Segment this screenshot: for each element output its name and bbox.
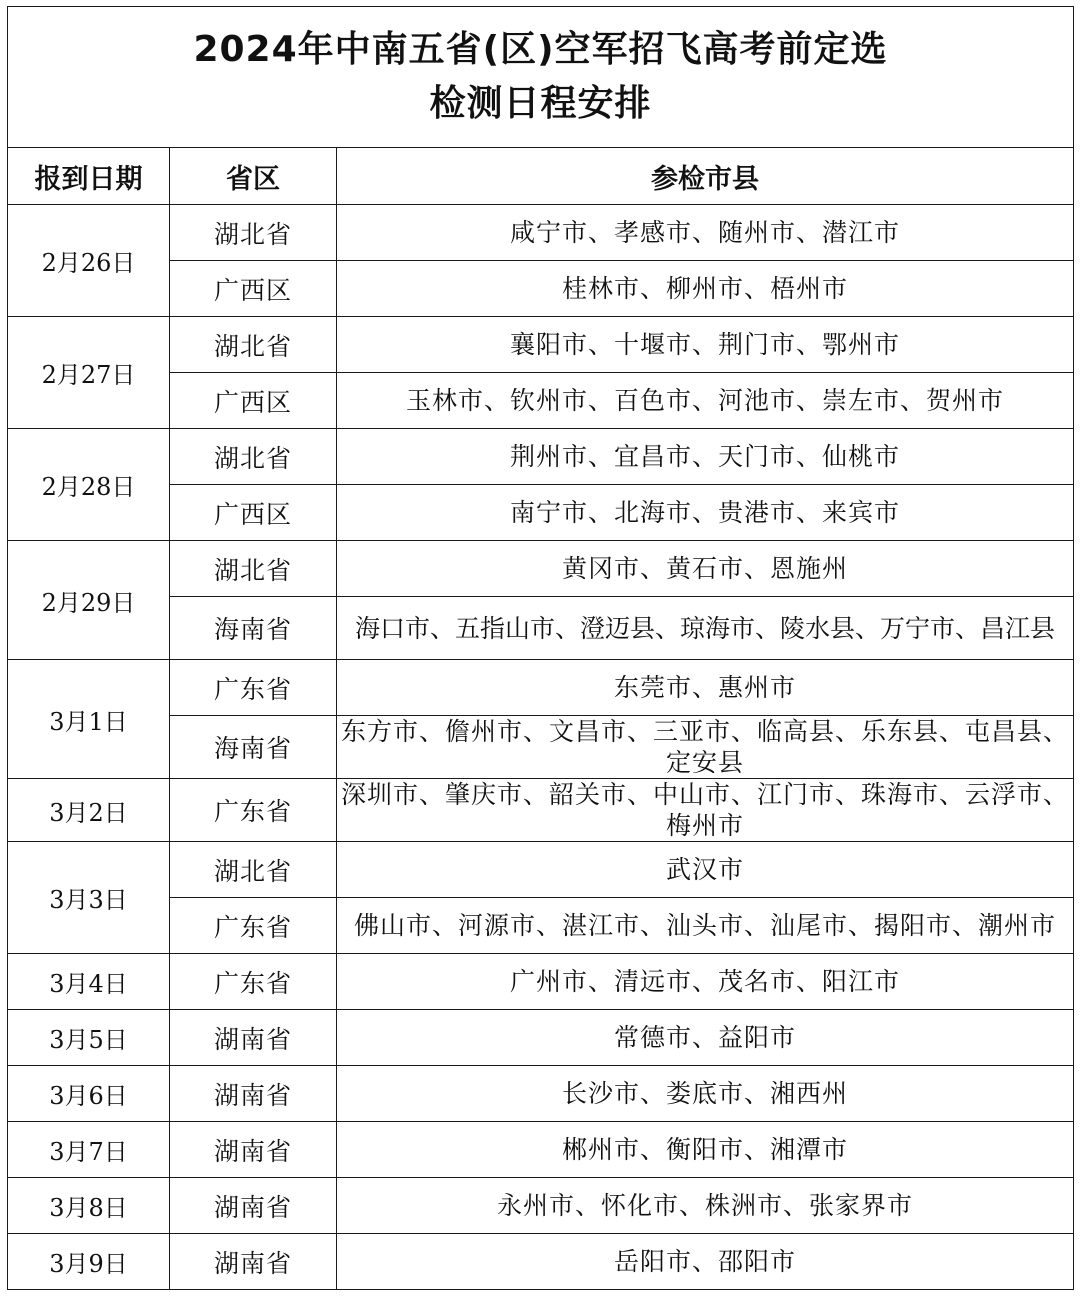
cities-cell: 深圳市、肇庆市、韶关市、中山市、江门市、珠海市、云浮市、梅州市: [337, 779, 1074, 842]
province-cell: 湖南省: [170, 1010, 337, 1066]
province-cell: 湖南省: [170, 1066, 337, 1122]
date-cell: 2月27日: [8, 317, 170, 429]
table-row: [8, 205, 1074, 261]
cities-cell: 武汉市: [337, 842, 1074, 898]
table-row: [8, 842, 1074, 898]
table-title: [8, 7, 1074, 148]
cities-cell: 佛山市、河源市、湛江市、汕头市、汕尾市、揭阳市、潮州市: [337, 898, 1074, 954]
date-cell: 3月2日: [8, 779, 170, 842]
date-cell: 2月26日: [8, 205, 170, 317]
province-cell: 湖南省: [170, 1178, 337, 1234]
cities-cell: 南宁市、北海市、贵港市、来宾市: [337, 485, 1074, 541]
document-page: [7, 6, 1073, 1308]
date-cell: 3月8日: [8, 1178, 170, 1234]
province-cell: 广西区: [170, 373, 337, 429]
date-cell: 3月9日: [8, 1234, 170, 1290]
table-row: [8, 779, 1074, 842]
date-cell: 2月28日: [8, 429, 170, 541]
date-cell: 3月5日: [8, 1010, 170, 1066]
table-row: [8, 429, 1074, 485]
title-line-2: 检测日程安排: [429, 83, 652, 124]
table-row: [8, 1178, 1074, 1234]
cities-cell: 永州市、怀化市、株洲市、张家界市: [337, 1178, 1074, 1234]
title-line-1: 2024年中南五省(区)空军招飞高考前定选: [193, 29, 888, 70]
cities-cell: 荆州市、宜昌市、天门市、仙桃市: [337, 429, 1074, 485]
province-cell: 广东省: [170, 660, 337, 716]
province-cell: 广东省: [170, 779, 337, 842]
cities-cell: 黄冈市、黄石市、恩施州: [337, 541, 1074, 597]
date-cell: 3月3日: [8, 842, 170, 954]
cities-cell: 长沙市、娄底市、湘西州: [337, 1066, 1074, 1122]
province-cell: 广西区: [170, 485, 337, 541]
header-row: [8, 148, 1074, 205]
province-cell: 海南省: [170, 716, 337, 779]
date-cell: 3月1日: [8, 660, 170, 779]
province-cell: 湖南省: [170, 1122, 337, 1178]
province-cell: 湖南省: [170, 1234, 337, 1290]
province-cell: 广东省: [170, 898, 337, 954]
cities-cell: 郴州市、衡阳市、湘潭市: [337, 1122, 1074, 1178]
cities-cell: 岳阳市、邵阳市: [337, 1234, 1074, 1290]
date-cell: 3月4日: [8, 954, 170, 1010]
table-row: [8, 660, 1074, 716]
cities-cell: 东莞市、惠州市: [337, 660, 1074, 716]
province-cell: 广东省: [170, 954, 337, 1010]
province-cell: 广西区: [170, 261, 337, 317]
cities-cell: 桂林市、柳州市、梧州市: [337, 261, 1074, 317]
table-row: [8, 1122, 1074, 1178]
cities-cell: 广州市、清远市、茂名市、阳江市: [337, 954, 1074, 1010]
schedule-table: [7, 6, 1074, 1290]
table-row: [8, 954, 1074, 1010]
date-cell: 3月6日: [8, 1066, 170, 1122]
table-row: [8, 1010, 1074, 1066]
header-date: 报到日期: [8, 148, 170, 205]
table-row: [8, 541, 1074, 597]
cities-cell: 海口市、五指山市、澄迈县、琼海市、陵水县、万宁市、昌江县: [337, 597, 1074, 660]
cities-cell: 咸宁市、孝感市、随州市、潜江市: [337, 205, 1074, 261]
table-row: [8, 1234, 1074, 1290]
date-cell: 3月7日: [8, 1122, 170, 1178]
province-cell: 湖北省: [170, 317, 337, 373]
date-cell: 2月29日: [8, 541, 170, 660]
cities-cell: 襄阳市、十堰市、荆门市、鄂州市: [337, 317, 1074, 373]
province-cell: 湖北省: [170, 205, 337, 261]
header-cities: 参检市县: [337, 148, 1074, 205]
province-cell: 湖北省: [170, 429, 337, 485]
table-row: [8, 317, 1074, 373]
cities-cell: 常德市、益阳市: [337, 1010, 1074, 1066]
table-row: [8, 1066, 1074, 1122]
cities-cell: 东方市、儋州市、文昌市、三亚市、临高县、乐东县、屯昌县、定安县: [337, 716, 1074, 779]
header-province: 省区: [170, 148, 337, 205]
province-cell: 湖北省: [170, 842, 337, 898]
cities-cell: 玉林市、钦州市、百色市、河池市、崇左市、贺州市: [337, 373, 1074, 429]
province-cell: 海南省: [170, 597, 337, 660]
province-cell: 湖北省: [170, 541, 337, 597]
